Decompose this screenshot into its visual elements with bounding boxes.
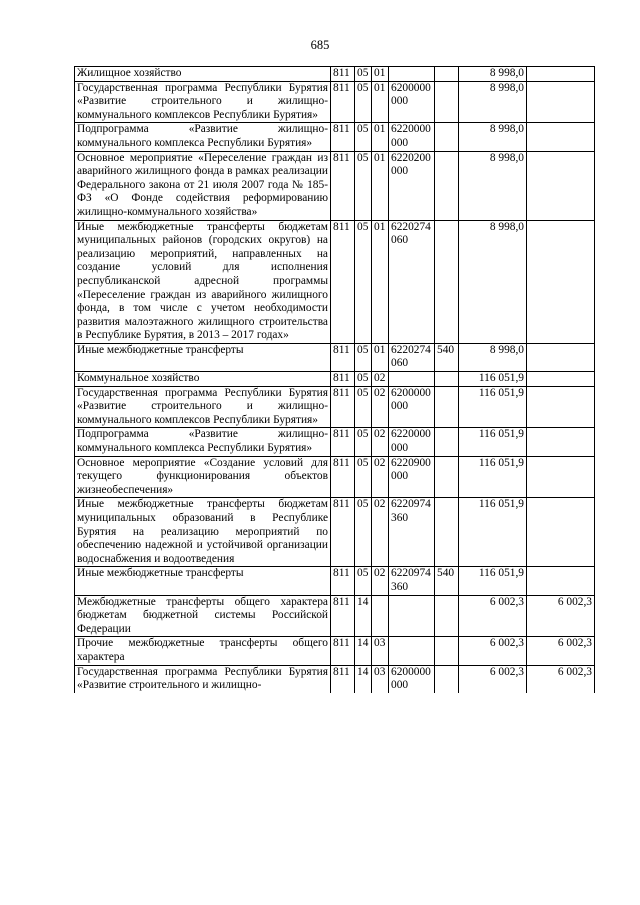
item-name: Основное мероприятие «Создание условий для текущего функционирования объектов жизнеобеспечения» — [75, 456, 331, 498]
ministry-code: 811 — [331, 81, 355, 123]
target-article-code: 6220974360 — [389, 498, 435, 567]
amount-year-1: 6 002,3 — [459, 637, 527, 665]
section-code: 14 — [355, 637, 372, 665]
amount-year-1: 8 998,0 — [459, 123, 527, 151]
target-article-code: 6220274060 — [389, 343, 435, 371]
section-code: 05 — [355, 343, 372, 371]
expense-type-code: 540 — [435, 343, 459, 371]
expense-type-code — [435, 428, 459, 456]
item-name: Основное мероприятие «Переселение граждан из аварийного жилищного фонда в рамках реализации Федерального закона от 21 июля 2007 года № 185-ФЗ «О Фонде содействия реформированию жилищно-коммунального хозяйства» — [75, 151, 331, 220]
amount-year-2 — [527, 220, 595, 343]
target-article-code — [389, 637, 435, 665]
table-row — [75, 343, 595, 371]
subsection-code: 03 — [372, 665, 389, 693]
table-row — [75, 372, 595, 387]
expense-type-code — [435, 67, 459, 82]
item-name: Межбюджетные трансферты общего характера бюджетам бюджетной системы Российской Федерации — [75, 595, 331, 637]
target-article-code: 6200000000 — [389, 81, 435, 123]
section-code: 05 — [355, 81, 372, 123]
table-row — [75, 567, 595, 595]
amount-year-1: 8 998,0 — [459, 343, 527, 371]
ministry-code: 811 — [331, 372, 355, 387]
item-name: Подпрограмма «Развитие жилищно-коммунального комплекса Республики Бурятия» — [75, 428, 331, 456]
subsection-code: 01 — [372, 343, 389, 371]
table-row — [75, 386, 595, 428]
expense-type-code — [435, 220, 459, 343]
amount-year-2 — [527, 386, 595, 428]
amount-year-2 — [527, 123, 595, 151]
target-article-code: 6220274060 — [389, 220, 435, 343]
page-number: 685 — [310, 38, 330, 52]
table-row — [75, 665, 595, 693]
expense-type-code — [435, 386, 459, 428]
amount-year-2 — [527, 67, 595, 82]
target-article-code — [389, 595, 435, 637]
item-name: Иные межбюджетные трансферты бюджетам муниципальных образований в Республике Бурятия на реализацию мероприятий по обеспечению надежной и устойчивой организации водоснабжения и водоотведения — [75, 498, 331, 567]
ministry-code: 811 — [331, 343, 355, 371]
table-row — [75, 151, 595, 220]
table-row — [75, 428, 595, 456]
target-article-code: 6220200000 — [389, 151, 435, 220]
amount-year-1: 8 998,0 — [459, 67, 527, 82]
amount-year-2 — [527, 498, 595, 567]
ministry-code: 811 — [331, 386, 355, 428]
amount-year-1: 6 002,3 — [459, 665, 527, 693]
subsection-code — [372, 595, 389, 637]
target-article-code: 6220000000 — [389, 428, 435, 456]
amount-year-2: 6 002,3 — [527, 665, 595, 693]
subsection-code: 01 — [372, 67, 389, 82]
amount-year-2 — [527, 81, 595, 123]
subsection-code: 01 — [372, 151, 389, 220]
subsection-code: 02 — [372, 386, 389, 428]
target-article-code: 6220000000 — [389, 123, 435, 151]
expense-type-code — [435, 81, 459, 123]
item-name: Жилищное хозяйство — [75, 67, 331, 82]
amount-year-2 — [527, 151, 595, 220]
item-name: Иные межбюджетные трансферты — [75, 567, 331, 595]
section-code: 14 — [355, 595, 372, 637]
target-article-code: 6200000000 — [389, 665, 435, 693]
budget-table-body — [75, 67, 595, 693]
amount-year-2 — [527, 428, 595, 456]
ministry-code: 811 — [331, 665, 355, 693]
amount-year-1: 8 998,0 — [459, 220, 527, 343]
table-row — [75, 220, 595, 343]
section-code: 05 — [355, 498, 372, 567]
section-code: 05 — [355, 567, 372, 595]
ministry-code: 811 — [331, 220, 355, 343]
section-code: 05 — [355, 372, 372, 387]
item-name: Иные межбюджетные трансферты бюджетам муниципальных районов (городских округов) на реализацию мероприятий, направленных на создание условий для исполнения республиканской адресной программы «Переселение граждан из аварийного жилищного фонда, в том числе с учетом необходимости развития малоэтажного жилищного строительства в Республике Бурятия, в 2013 – 2017 годах» — [75, 220, 331, 343]
amount-year-1: 116 051,9 — [459, 456, 527, 498]
table-row — [75, 81, 595, 123]
section-code: 05 — [355, 123, 372, 151]
amount-year-1: 8 998,0 — [459, 151, 527, 220]
amount-year-1: 116 051,9 — [459, 372, 527, 387]
section-code: 05 — [355, 151, 372, 220]
amount-year-1: 8 998,0 — [459, 81, 527, 123]
subsection-code: 02 — [372, 428, 389, 456]
item-name: Коммунальное хозяйство — [75, 372, 331, 387]
amount-year-2 — [527, 567, 595, 595]
amount-year-2: 6 002,3 — [527, 637, 595, 665]
section-code: 05 — [355, 67, 372, 82]
amount-year-1: 116 051,9 — [459, 567, 527, 595]
item-name: Подпрограмма «Развитие жилищно-коммунального комплекса Республики Бурятия» — [75, 123, 331, 151]
expense-type-code — [435, 665, 459, 693]
subsection-code: 03 — [372, 637, 389, 665]
subsection-code: 01 — [372, 123, 389, 151]
item-name: Прочие межбюджетные трансферты общего характера — [75, 637, 331, 665]
subsection-code: 02 — [372, 456, 389, 498]
table-row — [75, 67, 595, 82]
ministry-code: 811 — [331, 498, 355, 567]
ministry-code: 811 — [331, 123, 355, 151]
subsection-code: 01 — [372, 81, 389, 123]
item-name: Государственная программа Республики Бурятия «Развитие строительного и жилищно-коммунального комплексов Республики Бурятия» — [75, 81, 331, 123]
expense-type-code — [435, 498, 459, 567]
expense-type-code — [435, 595, 459, 637]
target-article-code — [389, 67, 435, 82]
subsection-code: 01 — [372, 220, 389, 343]
section-code: 05 — [355, 220, 372, 343]
amount-year-2 — [527, 343, 595, 371]
expense-type-code — [435, 637, 459, 665]
table-row — [75, 123, 595, 151]
section-code: 05 — [355, 386, 372, 428]
expense-type-code — [435, 456, 459, 498]
target-article-code — [389, 372, 435, 387]
target-article-code: 6220974360 — [389, 567, 435, 595]
expense-type-code — [435, 151, 459, 220]
expense-type-code — [435, 372, 459, 387]
table-row — [75, 456, 595, 498]
item-name: Государственная программа Республики Бурятия «Развитие строительного и жилищно-коммунального комплексов Республики Бурятия» — [75, 386, 331, 428]
target-article-code: 6220900000 — [389, 456, 435, 498]
section-code: 14 — [355, 665, 372, 693]
ministry-code: 811 — [331, 595, 355, 637]
subsection-code: 02 — [372, 372, 389, 387]
amount-year-1: 6 002,3 — [459, 595, 527, 637]
expense-type-code: 540 — [435, 567, 459, 595]
budget-table — [74, 66, 595, 693]
item-name: Иные межбюджетные трансферты — [75, 343, 331, 371]
table-row — [75, 595, 595, 637]
subsection-code: 02 — [372, 498, 389, 567]
target-article-code: 6200000000 — [389, 386, 435, 428]
expense-type-code — [435, 123, 459, 151]
item-name: Государственная программа Республики Бурятия «Развитие строительного и жилищно- — [75, 665, 331, 693]
ministry-code: 811 — [331, 67, 355, 82]
section-code: 05 — [355, 456, 372, 498]
table-row — [75, 637, 595, 665]
ministry-code: 811 — [331, 567, 355, 595]
amount-year-1: 116 051,9 — [459, 498, 527, 567]
amount-year-2 — [527, 372, 595, 387]
ministry-code: 811 — [331, 637, 355, 665]
ministry-code: 811 — [331, 456, 355, 498]
amount-year-1: 116 051,9 — [459, 428, 527, 456]
amount-year-2: 6 002,3 — [527, 595, 595, 637]
amount-year-2 — [527, 456, 595, 498]
ministry-code: 811 — [331, 428, 355, 456]
ministry-code: 811 — [331, 151, 355, 220]
section-code: 05 — [355, 428, 372, 456]
amount-year-1: 116 051,9 — [459, 386, 527, 428]
table-row — [75, 498, 595, 567]
subsection-code: 02 — [372, 567, 389, 595]
